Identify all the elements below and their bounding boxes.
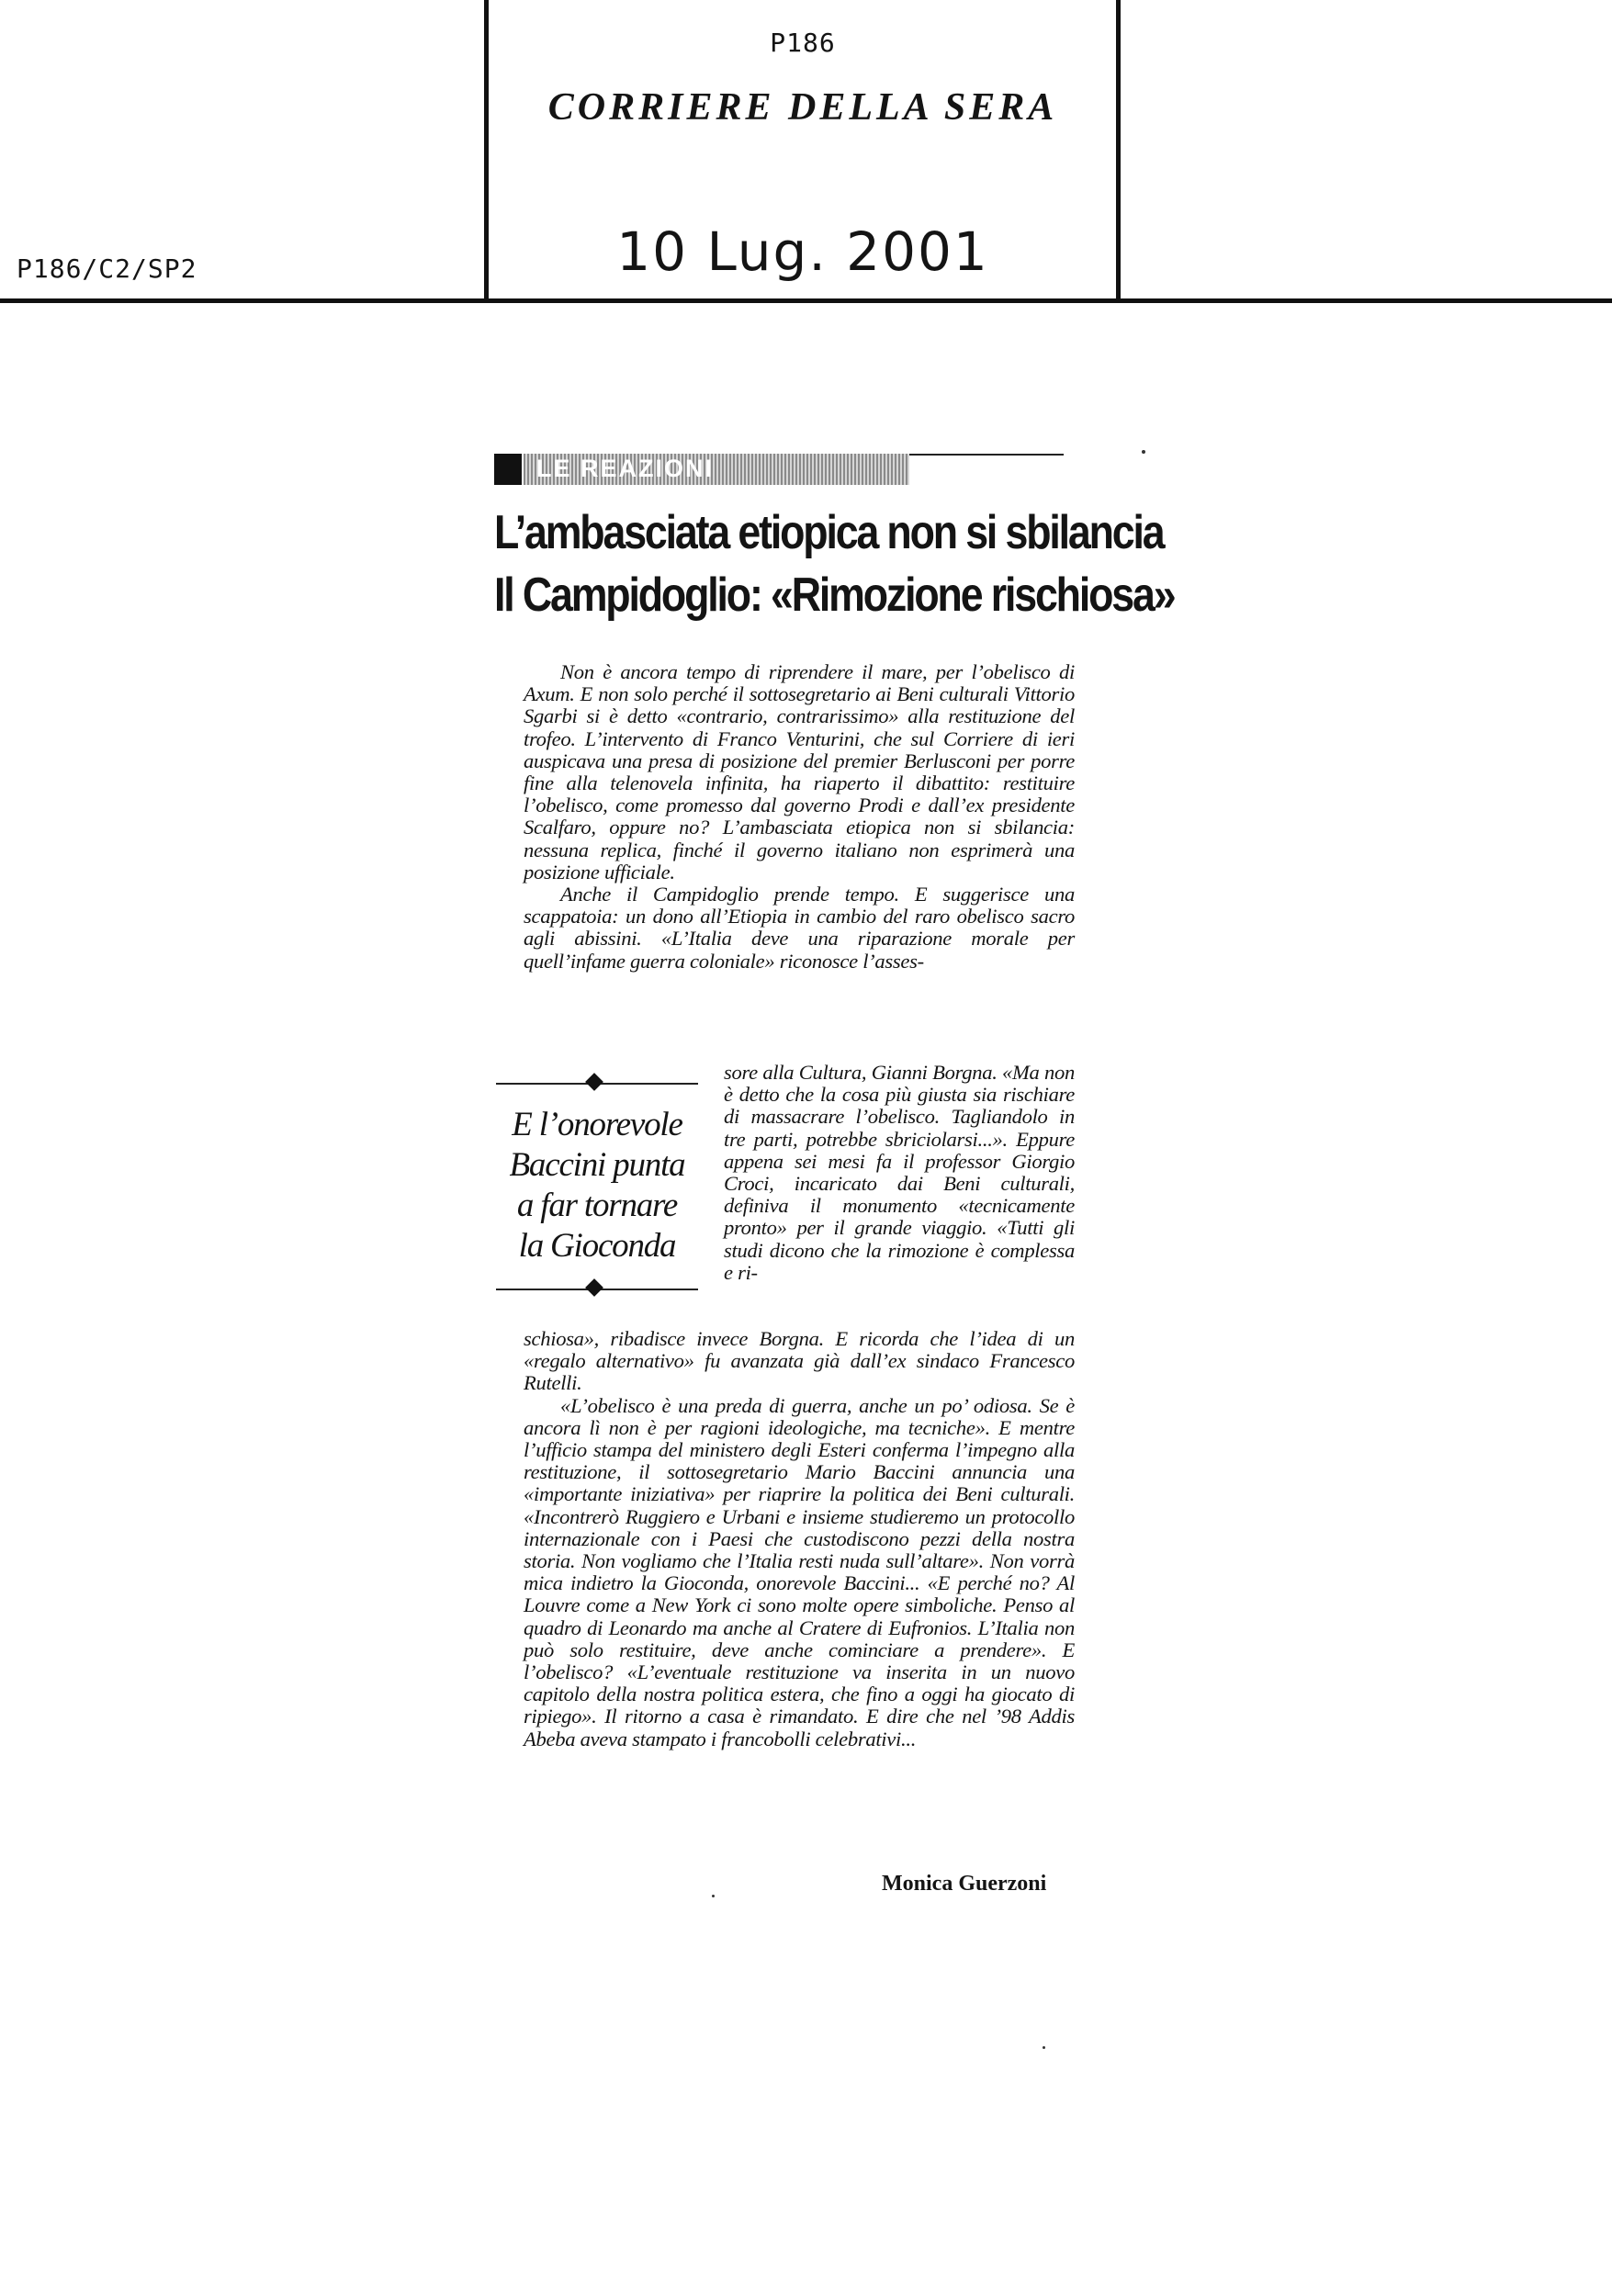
diamond-ornament-icon: [585, 1278, 603, 1297]
headline-line-1: L’ambasciata etiopica non si sbilancia: [494, 506, 1164, 559]
pull-quote: [487, 1070, 707, 1303]
paragraph-2-bottom: schiosa», ribadisce invece Borgna. E ricorda che l’idea di un «regalo alternativo» fu avanzata già dall’ex sindaco Francesco Rutelli.: [524, 1327, 1075, 1395]
pull-quote-line: E l’onorevole: [512, 1106, 682, 1143]
pull-quote-bottom-rule: [487, 1276, 707, 1303]
byline: Monica Guerzoni: [882, 1872, 1047, 1896]
article-body-top: [524, 661, 1075, 973]
section-code: P186/C2/SP2: [17, 253, 197, 284]
scan-speck: [712, 1895, 715, 1897]
newspaper-masthead: CORRIERE DELLA SERA: [547, 86, 1058, 129]
paragraph-2-top: Anche il Campidoglio prende tempo. E suggerisce una scappatoia: un dono all’Etiopia in cambio del raro obelisco sacro agli abissini. «L’Italia deve una riparazione morale per quell’infame guerra coloniale» riconosce l’asses-: [524, 883, 1075, 973]
pull-quote-top-rule: [487, 1070, 707, 1097]
kicker-label: LE REAZIONI: [536, 455, 715, 482]
page-code: P186: [770, 28, 836, 58]
pull-quote-line: la Gioconda: [518, 1227, 676, 1265]
header-bottom-rule: [0, 298, 1612, 303]
kicker-rule: [909, 454, 1064, 456]
pull-quote-line: Baccini punta: [509, 1146, 685, 1184]
headline-line-2: Il Campidoglio: «Rimozione rischiosa»: [494, 568, 1175, 622]
article-body-column: [724, 1062, 1075, 1284]
article-kicker: [494, 454, 1064, 487]
pull-quote-text: [487, 1097, 707, 1276]
header-divider-left: [484, 0, 489, 303]
paragraph-3: «L’obelisco è una preda di guerra, anche un po’ odiosa. Se è ancora lì non è per ragioni ideologiche, ma tecniche». E mentre l’ufficio stampa del ministero degli Esteri conferma l’impegno alla restituzione, il sottosegretario Mario Baccini annuncia una «importante iniziativa» per riaprire la politica dei Beni culturali. «Incontrerò Ruggiero e Urbani e insieme studieremo un protocollo internazionale con i Paesi che custodiscono pezzi della nostra storia. Non vogliamo che l’Italia resti nuda sull’altare». Non vorrà mica indietro la Gioconda, onorevole Baccini... «E perché no? Al Louvre come a New York ci sono molte opere simboliche. Penso al quadro di Leonardo ma anche al Cratere di Eufronios. L’Italia non può solo restituire, deve anche cominciare a prendere». E l’obelisco? «L’eventuale restituzione va inserita in un nuovo capitolo della nostra politica estera, che fino a oggi ha giocato di ripiego». Il ritorno a casa è rimandato. E dire che nel ’98 Addis Abeba aveva stampato i francobolli celebrativi...: [524, 1393, 1075, 1750]
paragraph-2-column: sore alla Cultura, Gianni Borgna. «Ma non è detto che la cosa più giusta sia rischiare di massacrare l’obelisco. Tagliandolo in tre parti, potrebbe sbriciolarsi...». Eppure appena sei mesi fa il professor Giorgio Croci, incaricato dai Beni culturali, definiva il monumento «tecnicamente pronto» per il grande viaggio. «Tutti gli studi dicono che la rimozione è complessa e ri-: [724, 1061, 1075, 1284]
scan-speck: [1043, 2046, 1045, 2049]
diamond-ornament-icon: [585, 1073, 603, 1091]
article-headline: [494, 501, 1175, 626]
header-divider-right: [1116, 0, 1121, 303]
publication-date: 10 Lug. 2001: [616, 220, 989, 283]
lead-paragraph: Non è ancora tempo di riprendere il mare, per l’obelisco di Axum. E non solo perché il sottosegretario ai Beni culturali Vittorio Sgarbi si è detto «contrario, contrarissimo» alla restituzione del trofeo. L’intervento di Franco Venturini, che sul Corriere di ieri auspicava una presa di posizione del premier Berlusconi per porre fine alla telenovela infinita, ha riaperto il dibattito: restituire l’obelisco, come promesso dal governo Prodi e dall’ex presidente Scalfaro, oppure no? L’ambasciata etiopica non si sbilancia: nessuna replica, finché il governo italiano non esprimerà una posizione ufficiale.: [524, 660, 1075, 884]
kicker-square-icon: [494, 454, 522, 485]
clipping-header: [0, 0, 1612, 303]
article-body-bottom: [524, 1328, 1075, 1750]
pull-quote-line: a far tornare: [516, 1187, 678, 1224]
scan-speck: [1142, 450, 1145, 454]
kicker-band: [524, 454, 909, 485]
